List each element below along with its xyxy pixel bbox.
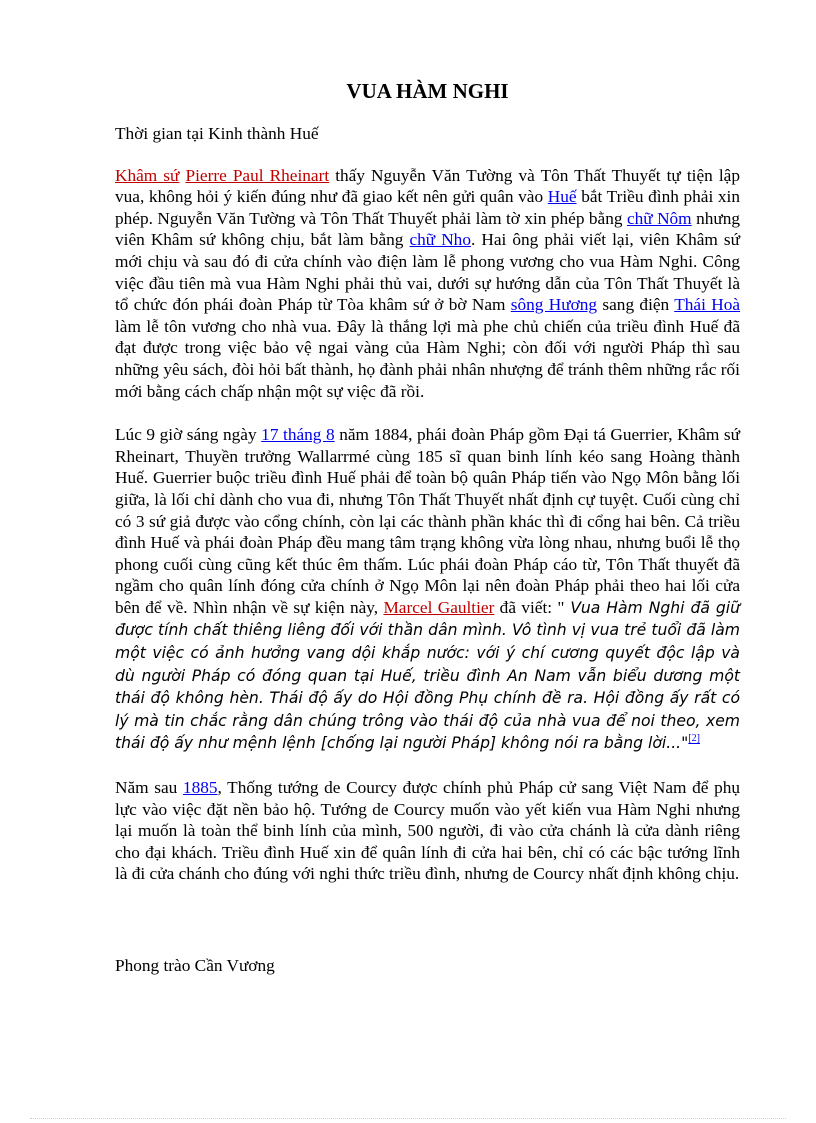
p1-link-12[interactable]: Thái Hoà (674, 295, 741, 315)
p1-link-8[interactable]: chữ Nho (409, 230, 471, 250)
spacer (115, 907, 740, 955)
p3-link-1[interactable]: 1885 (182, 778, 218, 798)
p1-link-4[interactable]: Huế (547, 187, 577, 207)
section-heading-hue: Thời gian tại Kinh thành Huế (115, 124, 319, 143)
footnote-ref[interactable]: [2] (688, 733, 700, 745)
text-segment: , Thống tướng de Courcy được chính phủ Pháp cử sang Việt Nam để phụ lực vào việc đặt nền bảo hộ. Tướng de Courcy muốn vào yết kiến vua Hàm Nghi nhưng lại muốn là toàn thể binh lính của mình, 500 người, đi vào cửa chánh là cửa dành riêng cho đại khách. Triều đình Huế xin để quân lính đi cửa hai bên, chỉ có các bậc tướng lĩnh là đi cửa chánh cho đúng với nghi thức triều đình, nhưng de Courcy nhất định không chịu. (115, 778, 740, 884)
section-heading-can-vuong: Phong trào Cần Vương (115, 956, 275, 975)
p1-link-0[interactable]: Khâm sứ (115, 165, 180, 185)
text-segment: thấy Nguyễn Văn Tường và Tôn Thất Thuyết tự tiện lập vua, không hỏi ý kiến đúng như đã giao kết nên gửi quân vào (115, 165, 740, 207)
paragraph-2 (115, 424, 740, 755)
text-segment: sang điện (597, 295, 675, 315)
paragraph-3 (115, 777, 740, 885)
p1-link-2[interactable]: Pierre Paul Rheinart (185, 165, 330, 185)
p1-link-10[interactable]: sông Hương (510, 295, 598, 315)
p2-link-3[interactable]: Marcel Gaultier (383, 597, 495, 617)
paragraph-1 (115, 165, 740, 403)
page-bottom-rule (30, 1118, 786, 1119)
text-segment: Năm sau (115, 778, 183, 798)
text-segment: . Hai ông phải viết lại, viên Khâm sứ mới chịu và sau đó đi cửa chính vào điện làm lễ phong vương cho vua Hàm Nghi. Công việc đầu tiên mà vua Hàm Nghi phải thủ vai, dưới sự hướng dẫn của Tôn Thất Thuyết là tổ chức đón phái đoàn Pháp từ Tòa khâm sứ ở bờ Nam (115, 230, 740, 315)
quote-text: Vua Hàm Nghi đã giữ được tính chất thiêng liêng đối với thần dân mình. Vô tình vị vua trẻ tuổi đã làm một việc có ảnh hưởng vang dội khắp nước: với ý chí cương quyết độc lập và dù người Pháp có đóng quan tại Huế, triều đình An Nam vẫn biểu dương một thái độ không hèn. Thái độ ấy do Hội đồng Phụ chính đề ra. Hội đồng ấy rất có lý mà tin chắc rằng dân chúng trông vào thái độ của nhà vua để noi theo, xem thái độ ấy như mệnh lệnh [chống lại người Pháp] không nói ra bằng lời..." (115, 598, 740, 753)
text-segment: bắt Triều đình phải xin phép. Nguyễn Văn Tường và Tôn Thất Thuyết phải làm tờ xin phép bằng (115, 187, 740, 228)
text-segment: đã viết: " (494, 597, 565, 617)
text-segment: nhưng viên Khâm sứ không chịu, bắt làm bằng (115, 208, 741, 250)
p1-link-6[interactable]: chữ Nôm (626, 208, 692, 228)
p2-link-1[interactable]: 17 tháng 8 (261, 425, 335, 445)
document-page (115, 70, 740, 997)
text-segment: năm 1884, phái đoàn Pháp gồm Đại tá Guerrier, Khâm sứ Rheinart, Thuyền trưởng Wallarrmé cùng 185 sĩ quan binh lính kéo sang Hoàng thành Huế. Guerrier buộc triều đình Huế phải để toàn bộ quân Pháp tiến vào Ngọ Môn bằng lối giữa, là lối chỉ dành cho vua đi, nhưng Tôn Thất Thuyết nhất định cự tuyệt. Cuối cùng chỉ có 3 sứ giả được vào cổng chính, còn lại các thành phần khác thì đi cổng hai bên. Cả triều đình Huế và phái đoàn Pháp đều mang tâm trạng không vừa lòng nhau, nhưng buổi lễ thọ phong cuối cùng cũng kết thúc êm thấm. Lúc phái đoàn Pháp cáo từ, Tôn Thất thuyết đã ngầm cho quân lính đóng cửa chính ở Ngọ Môn lại nên đoàn Pháp phải theo hai lối cửa bên để về. Nhìn nhận về sự kiện này, (115, 425, 740, 617)
document-title: VUA HÀM NGHI (346, 79, 509, 103)
text-segment: làm lễ tôn vương cho nhà vua. Đây là thắng lợi mà phe chủ chiến của triều đình Huế đã đạt được trong việc bảo vệ ngai vàng của Hàm Nghi; còn đối với người Pháp thì sau những yêu sách, đòi hỏi bất thành, họ đành phải nhân nhượng để tránh thêm những rắc rối mới bằng cách chấp nhận một sự việc đã rồi. (115, 316, 740, 401)
text-segment: Lúc 9 giờ sáng ngày (115, 425, 262, 445)
